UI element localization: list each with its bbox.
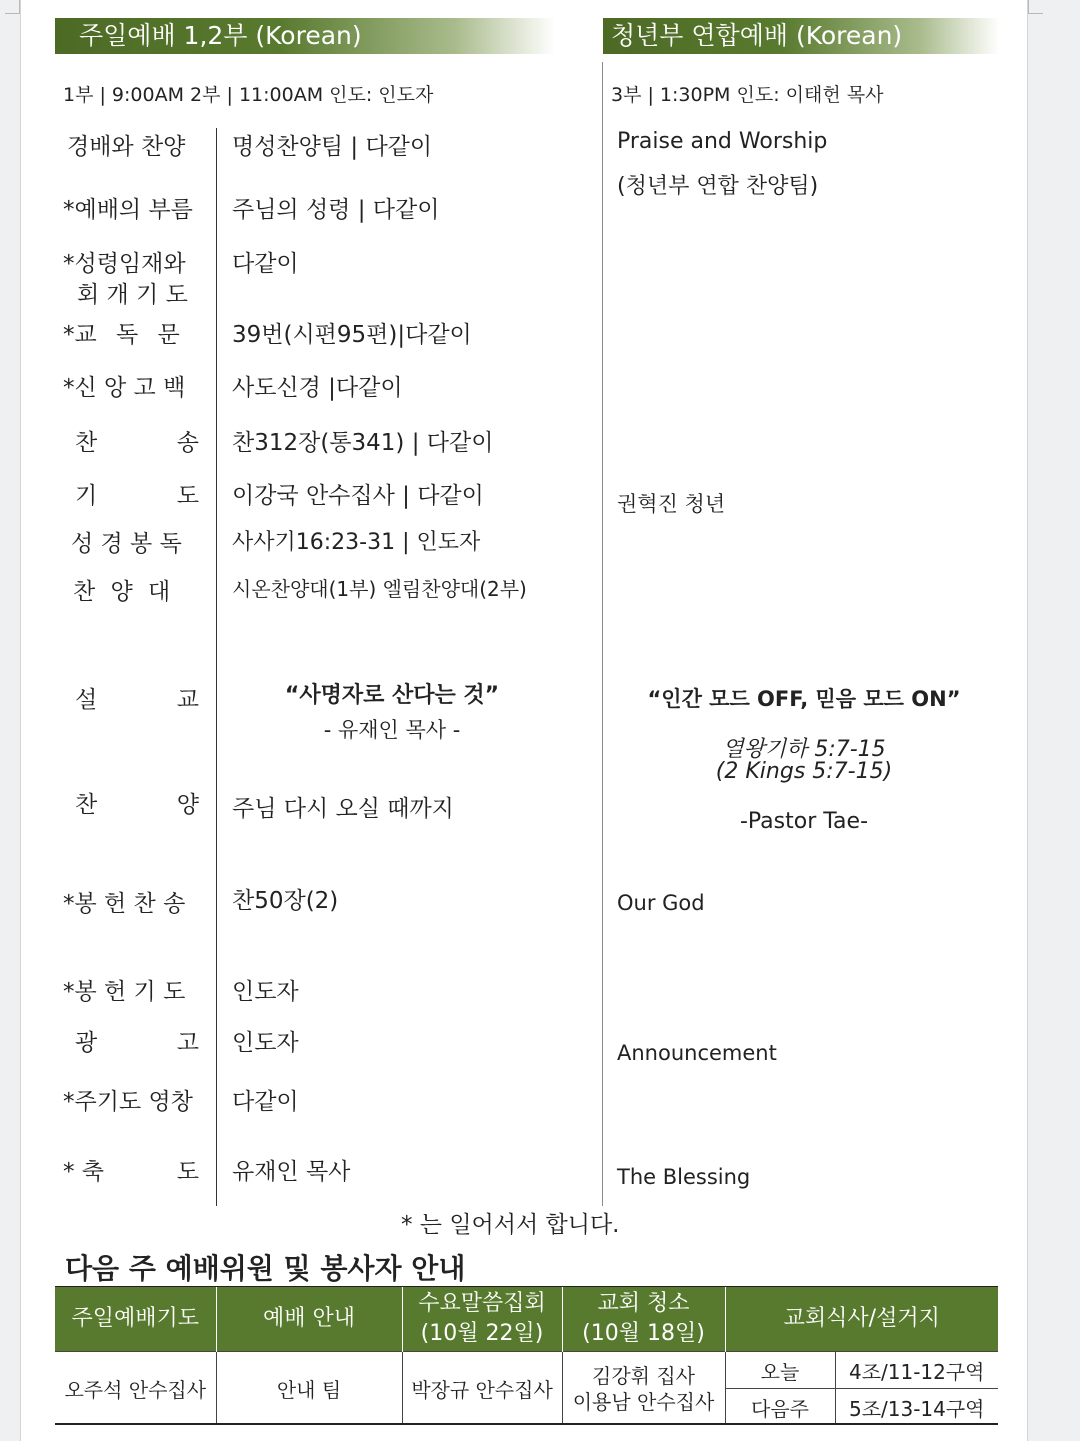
order-value: 사도신경 |다같이 <box>232 375 403 401</box>
order-value: 이강국 안수집사 | 다같이 <box>232 483 484 509</box>
order-label: 설 교 <box>75 687 199 713</box>
order-value: 인도자 <box>232 1030 299 1056</box>
youth-blessing: The Blessing <box>617 1165 751 1189</box>
order-label: 찬 양 <box>75 792 199 818</box>
order-value: 다같이 <box>232 1089 299 1115</box>
korean-service-header: 주일예배 1,2부 (Korean) <box>55 18 555 54</box>
youth-offering: Our God <box>617 891 705 915</box>
youth-praise: Praise and Worship <box>617 129 828 154</box>
order-label: 기 도 <box>75 483 199 509</box>
cell-cleaning: 김강휘 집사 이용남 안수집사 <box>562 1352 725 1426</box>
order-label: 찬 송 <box>75 430 199 456</box>
order-label: 광 고 <box>75 1030 199 1056</box>
youth-service-times: 3부 | 1:30PM 인도: 이태헌 목사 <box>611 84 884 106</box>
column-divider <box>602 62 603 1206</box>
youth-prayer: 권혁진 청년 <box>617 492 726 516</box>
header-usher: 예배 안내 <box>216 1287 402 1352</box>
header-wednesday: 수요말씀집회 (10월 22일) <box>402 1287 562 1352</box>
order-value: 찬50장(2) <box>232 888 339 914</box>
label-divider <box>216 128 217 1206</box>
order-label: *주기도 영창 <box>63 1089 193 1115</box>
order-value: 명성찬양팀 | 다같이 <box>232 134 433 160</box>
bulletin-page <box>20 0 1028 1441</box>
youth-sermon-title: “인간 모드 OFF, 믿음 모드 ON” <box>647 687 961 711</box>
order-value: 찬312장(통341) | 다같이 <box>232 430 494 456</box>
table-header-row <box>55 1287 998 1352</box>
volunteer-table <box>55 1287 998 1425</box>
order-label: 회 개 기 도 <box>77 282 188 308</box>
order-label: *예배의 부름 <box>63 197 193 223</box>
korean-service-times: 1부 | 9:00AM 2부 | 11:00AM 인도: 인도자 <box>63 84 434 106</box>
sermon-title: “사명자로 산다는 것” <box>284 683 500 708</box>
youth-scripture-ko: 열왕기하 5:7-15 <box>722 737 886 762</box>
cell-prayer: 오주석 안수집사 <box>55 1352 216 1426</box>
order-value: 주님의 성령 | 다같이 <box>232 197 440 223</box>
order-label: 성 경 봉 독 <box>71 531 182 557</box>
youth-praise-team: (청년부 연합 찬양팀) <box>617 174 819 199</box>
youth-service-header: 청년부 연합예배 (Korean) <box>603 18 999 54</box>
next-week-title: 다음 주 예배위원 및 봉사자 안내 <box>65 1252 466 1285</box>
order-value: 시온찬양대(1부) 엘림찬양대(2부) <box>232 577 527 601</box>
youth-announcement: Announcement <box>617 1041 777 1065</box>
order-label: *신 앙 고 백 <box>63 375 186 401</box>
order-label: *봉 헌 기 도 <box>63 979 186 1005</box>
cell-meal-next-label: 다음주 <box>725 1389 835 1426</box>
youth-scripture-en: (2 Kings 5:7-15) <box>715 759 893 784</box>
order-value: 사사기16:23-31 | 인도자 <box>232 530 481 555</box>
cell-wednesday: 박장규 안수집사 <box>402 1352 562 1426</box>
header-meal: 교회식사/설거지 <box>725 1287 998 1352</box>
youth-preacher: -Pastor Tae- <box>739 809 869 834</box>
order-label: *성령임재와 <box>63 251 186 277</box>
order-label: *봉 헌 찬 송 <box>63 891 186 917</box>
header-sunday-prayer: 주일예배기도 <box>55 1287 216 1352</box>
order-value: 39번(시편95편)|다같이 <box>232 322 472 348</box>
crop-mark-top-right <box>1028 0 1043 14</box>
table-bottom-rule <box>55 1423 998 1425</box>
order-value: 유재인 목사 <box>232 1159 351 1185</box>
cell-meal-next: 5조/13-14구역 <box>835 1389 998 1426</box>
order-value: 다같이 <box>232 251 299 277</box>
standing-note: * 는 일어서서 합니다. <box>401 1212 620 1238</box>
order-value: 주님 다시 오실 때까지 <box>232 796 454 822</box>
cell-usher: 안내 팀 <box>216 1352 402 1426</box>
crop-mark-top-left <box>5 0 20 14</box>
cell-meal-today-label: 오늘 <box>725 1352 835 1389</box>
table-row <box>55 1352 998 1389</box>
order-label: * 축 도 <box>63 1159 199 1185</box>
order-value: 인도자 <box>232 979 299 1005</box>
order-label: 찬 양 대 <box>73 579 171 605</box>
order-label: *교 독 문 <box>63 322 180 348</box>
preacher: - 유재인 목사 - <box>323 718 461 742</box>
cell-meal-today: 4조/11-12구역 <box>835 1352 998 1389</box>
header-cleaning: 교회 청소 (10월 18일) <box>562 1287 725 1352</box>
order-label: 경배와 찬양 <box>67 134 186 160</box>
